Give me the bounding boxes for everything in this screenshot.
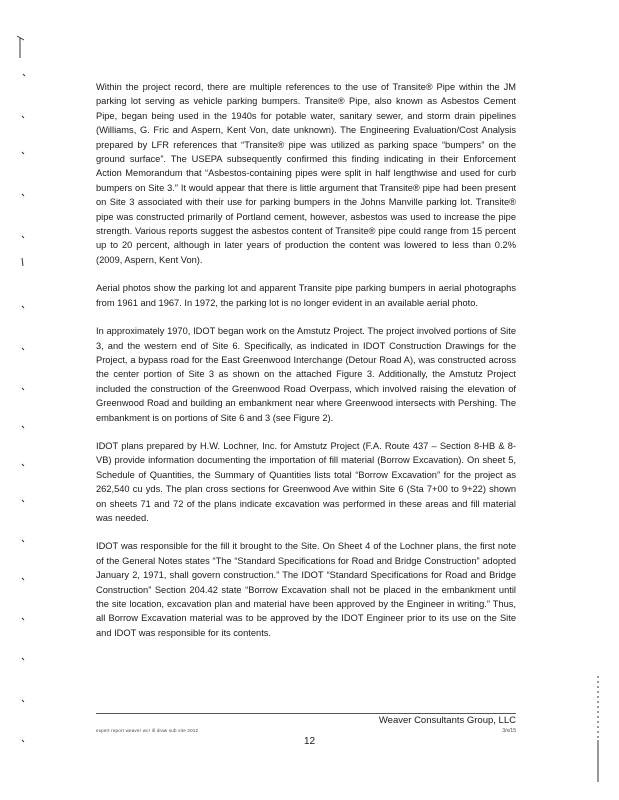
margin-mark <box>22 658 24 660</box>
footer-date: 3/x/15 <box>502 728 516 734</box>
margin-mark <box>22 464 24 466</box>
body-text <box>96 80 516 654</box>
margin-mark <box>22 194 24 196</box>
binder-mark-top-tick <box>17 36 24 40</box>
footer-filename: expert report weaver wcr ill draw sub site 2012 <box>96 728 199 733</box>
footer-company-name: Weaver Consultants Group, LLC <box>378 715 516 726</box>
margin-mark <box>22 540 24 542</box>
margin-mark <box>22 348 24 350</box>
paragraph-amstutz-project: In approximately 1970, IDOT began work on the Amstutz Project. The project involved portions of Site 3, and the western end of Site 6. Specifically, as indicated in IDOT Construction Drawings for the Project, a bypass road for the East Greenwood Interchange (Detour Road A), was constructed across the center portion of Site 3 as shown on the attached Figure 3. Additionally, the Amstutz Project included the construction of the Greenwood Road Overpass, which involved raising the elevation of Greenwood Road and building an embankment near where Greenwood intersects with Pershing. The embankment is on portions of Site 6 and 3 (see Figure 2). <box>96 326 516 423</box>
margin-mark <box>22 258 23 266</box>
margin-mark <box>22 306 24 308</box>
margin-mark <box>22 426 24 428</box>
paragraph-idot-plans: IDOT plans prepared by H.W. Lochner, Inc. for Amstutz Project (F.A. Route 437 – Section 8-HB & 8-VB) provide information documenting the importation of fill material (Borrow Excavation). On sheet 5, Schedule of Quantities, the Summary of Quantities lists total “Borrow Excavation” for the project as 262,540 cu yds. The plan cross sections for Greenwood Ave within Site 6 (Sta 7+00 to 9+22) shown on sheets 71 and 72 of the plans indicate excavation was performed in these areas and fill material was needed. <box>96 440 516 523</box>
paragraph-aerial-photos: Aerial photos show the parking lot and apparent Transite pipe parking bumpers in aerial photographs from 1961 and 1967. In 1972, the parking lot is no longer evident in an available aerial photo. <box>96 283 516 308</box>
page-number: 12 <box>303 736 316 747</box>
margin-mark <box>22 578 24 580</box>
margin-mark <box>22 236 24 238</box>
paragraph-idot-responsibility: IDOT was responsible for the fill it brought to the Site. On Sheet 4 of the Lochner plans, the first note of the General Notes states “The “Standard Specifications for Road and Bridge Construction” adopted January 2, 1971, shall govern construction.” The IDOT “Standard Specifications for Road and Bridge Construction” Section 204.42 state “Borrow Excavation shall not be placed in the embankment until the site location, excavation plan and material have been approved by the Engineer in writing.” Thus, all Borrow Excavation material was to be approved by the IDOT Engineer prior to its use on the Site and IDOT was responsible for its contents. <box>96 541 516 638</box>
margin-mark <box>22 618 24 620</box>
margin-mark <box>22 116 24 118</box>
margin-mark <box>22 500 24 502</box>
paragraph-transite-pipe: Within the project record, there are multiple references to the use of Transite® Pipe within the JM parking lot serving as vehicle parking bumpers. Transite® Pipe, also known as Asbestos Cement Pipe, began being used in the 1940s for potable water, sanitary sewer, and storm drain pipelines (Williams, G. Fric and Aspern, Kent Von, date unknown). The Engineering Evaluation/Cost Analysis prepared by LFR references that “Transite® pipe was utilized as parking space “bumpers” on the ground surface”. The USEPA subsequently confirmed this finding indicating in their Enforcement Action Memorandum that “Asbestos-containing pipes were split in half lengthwise and used for curb bumpers on Site 3.” It would appear that there is little argument that Transite® pipe had been present on Site 3 associated with their use for parking bumpers in the Johns Manville parking lot. Transite® pipe was constructed primarily of Portland cement, however, asbestos was used to increase the pipe strength. Various reports suggest the asbestos content of Transite® pipe could range from 15 percent up to 20 percent, although in later years of production the content was lowered to less than 0.2% (2009, Aspern, Kent Von). <box>96 82 516 265</box>
margin-mark <box>22 152 24 154</box>
margin-mark <box>22 700 24 702</box>
margin-mark <box>23 74 25 76</box>
margin-mark <box>22 388 24 390</box>
footer-divider <box>96 713 516 714</box>
